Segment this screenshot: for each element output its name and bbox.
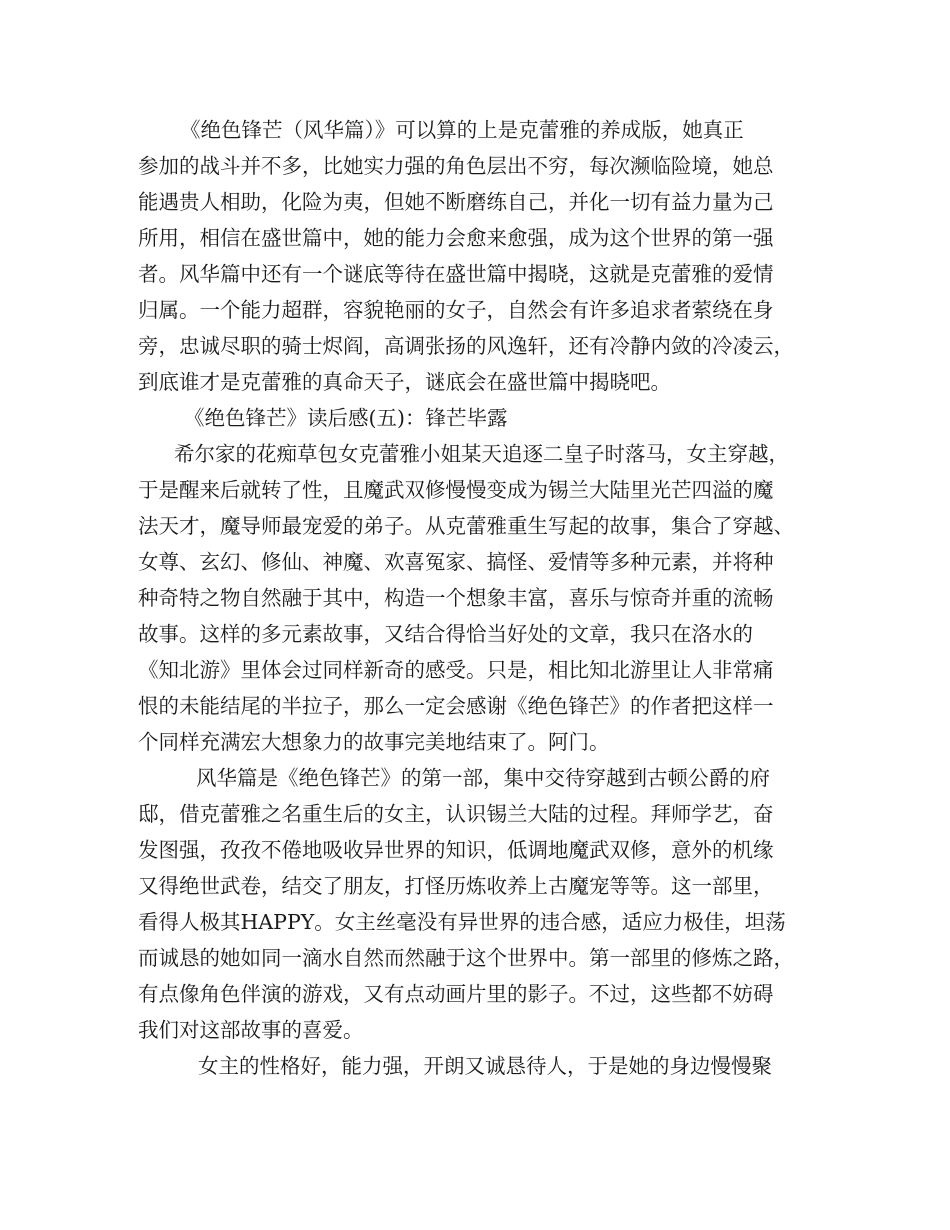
- text-line: 恨的未能结尾的半拉子，那么一定会感谢《绝色锋芒》的作者把这样一: [138, 694, 774, 718]
- text-line: 种奇特之物自然融于其中，构造一个想象丰富，喜乐与惊奇并重的流畅: [138, 586, 774, 610]
- heading-line: 《绝色锋芒》读后感(五)：锋芒毕露: [184, 406, 508, 430]
- text-line: 能遇贵人相助，化险为夷，但她不断磨练自己，并化一切有益力量为己: [138, 190, 774, 214]
- text-line: 者。风华篇中还有一个谜底等待在盛世篇中揭晓，这就是克蕾雅的爱情: [138, 262, 774, 286]
- paragraph-story-overview: [138, 436, 828, 760]
- text-line: 风华篇是《绝色锋芒》的第一部，集中交待穿越到古顿公爵的府: [196, 766, 770, 790]
- text-line: 希尔家的花痴草包女克蕾雅小姐某天追逐二皇子时落马，女主穿越，: [174, 442, 789, 466]
- text-line: 个同样充满宏大想象力的故事完美地结束了。阿门。: [138, 730, 610, 754]
- text-line: 看得人极其HAPPY。女主丝毫没有异世界的违合感，适应力极佳，坦荡: [138, 910, 786, 934]
- text-line: 归属。一个能力超群，容貌艳丽的女子，自然会有许多追求者萦绕在身: [138, 298, 774, 322]
- text-line: 于是醒来后就转了性，且魔武双修慢慢变成为锡兰大陆里光芒四溢的魔: [138, 478, 774, 502]
- paragraph-heroine-character: [138, 1048, 828, 1084]
- section-heading: [138, 400, 828, 436]
- article-body: [138, 112, 828, 1084]
- text-line: 《绝色锋芒（风华篇）》可以算的上是克蕾雅的养成版，她真正: [180, 118, 744, 142]
- text-line: 发图强，孜孜不倦地吸收异世界的知识，低调地魔武双修，意外的机缘: [138, 838, 774, 862]
- text-line: 有点像角色伴演的游戏，又有点动画片里的影子。不过，这些都不妨碍: [138, 982, 774, 1006]
- text-line: 参加的战斗并不多，比她实力强的角色层出不穷，每次濒临险境，她总: [138, 154, 774, 178]
- text-line: 故事。这样的多元素故事，又结合得恰当好处的文章，我只在洛水的: [138, 622, 753, 646]
- paragraph-fenghua-part: [138, 760, 828, 1048]
- paragraph-intro-summary: [138, 112, 828, 400]
- text-line: 到底谁才是克蕾雅的真命天子，谜底会在盛世篇中揭晓吧。: [138, 370, 671, 394]
- text-line: 又得绝世武卷，结交了朋友，打怪历炼收养上古魔宠等等。这一部里，: [138, 874, 774, 898]
- text-line: 而诚恳的她如同一滴水自然而然融于这个世界中。第一部里的修炼之路，: [138, 946, 794, 970]
- text-line: 女尊、玄幻、修仙、神魔、欢喜冤家、搞怪、爱情等多种元素，并将种: [138, 550, 774, 574]
- text-line: 旁，忠诚尽职的骑士烬阎，高调张扬的风逸轩，还有冷静内敛的冷凌云，: [138, 334, 794, 358]
- text-line: 邸，借克蕾雅之名重生后的女主，认识锡兰大陆的过程。拜师学艺，奋: [138, 802, 774, 826]
- text-line: 《知北游》里体会过同样新奇的感受。只是，相比知北游里让人非常痛: [138, 658, 774, 682]
- text-line: 法天才，魔导师最宠爱的弟子。从克蕾雅重生写起的故事，集合了穿越、: [138, 514, 794, 538]
- text-line: 所用，相信在盛世篇中，她的能力会愈来愈强，成为这个世界的第一强: [138, 226, 774, 250]
- text-line: 女主的性格好，能力强，开朗又诚恳待人，于是她的身边慢慢聚: [198, 1054, 772, 1078]
- text-line: 我们对这部故事的喜爱。: [138, 1018, 364, 1042]
